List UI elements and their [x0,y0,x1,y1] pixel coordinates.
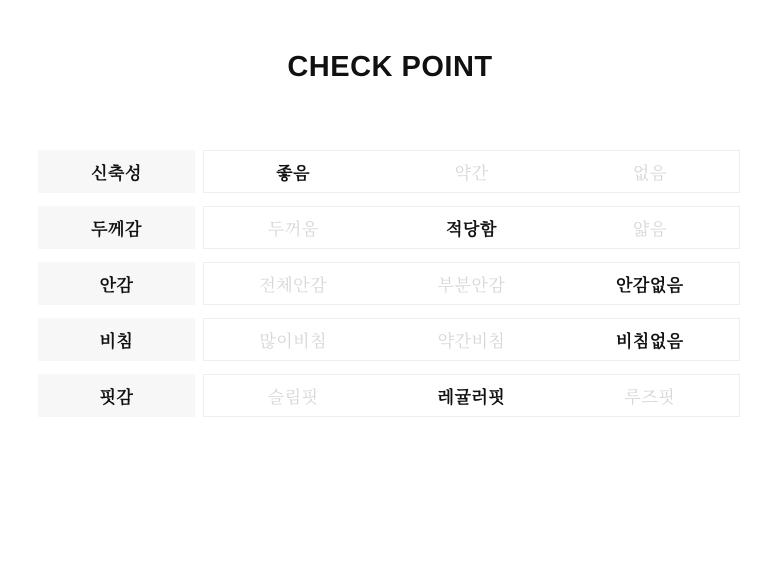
option: 전체안감 [259,276,328,295]
option: 약간 [454,164,489,183]
row-label: 신축성 [38,150,195,193]
option-selected: 적당함 [446,220,497,239]
table-row [38,262,740,305]
option-selected: 좋음 [276,164,311,183]
option-selected: 비침없음 [615,332,684,351]
option: 많이비침 [259,332,328,351]
row-label: 안감 [38,262,195,305]
table-row [38,318,740,361]
row-options [203,262,740,305]
option: 부분안감 [437,276,506,295]
row-gap [195,262,203,305]
option: 루즈핏 [624,388,676,407]
row-gap [195,374,203,417]
option: 두꺼움 [267,220,319,239]
table-row [38,206,740,249]
option: 슬림핏 [267,388,319,407]
row-gap [195,318,203,361]
option: 얇음 [632,220,667,239]
row-label: 두께감 [38,206,195,249]
row-gap [195,150,203,193]
table-row [38,150,740,193]
checkpoint-table [38,150,740,417]
option-selected: 안감없음 [615,276,684,295]
option-selected: 레귤러핏 [437,388,506,407]
table-row [38,374,740,417]
option: 약간비침 [437,332,506,351]
page-title: CHECK POINT [287,51,493,83]
row-options [203,374,740,417]
row-gap [195,206,203,249]
row-label: 비침 [38,318,195,361]
option: 없음 [632,164,667,183]
row-options [203,206,740,249]
row-options [203,150,740,193]
row-label: 핏감 [38,374,195,417]
row-options [203,318,740,361]
